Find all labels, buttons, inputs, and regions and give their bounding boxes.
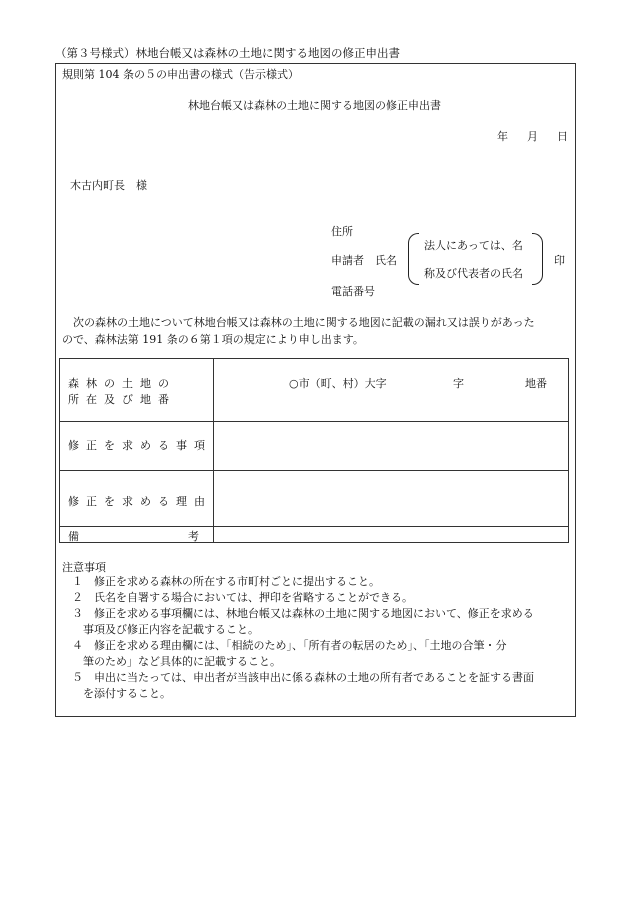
note-5-line-1: ５ 申出に当たっては、申出者が当該申出に係る森林の土地の所有者であることを証する書面 — [72, 671, 534, 684]
page-title: 林地台帳又は森林の土地に関する地図の修正申出書 — [188, 99, 441, 112]
table-rule — [60, 421, 568, 422]
row2-value-field[interactable] — [215, 423, 567, 469]
note-3-line-1: ３ 修正を求める事項欄には、林地台帳又は森林の土地に関する地図において、修正を求める — [72, 607, 534, 620]
row1-label-a: 森林の土地の — [68, 377, 176, 390]
row4-label-a: 備 — [68, 530, 79, 543]
table-divider — [213, 359, 214, 542]
right-bracket — [532, 233, 543, 285]
row4-label-b: 考 — [188, 530, 199, 543]
seal-label: 印 — [554, 254, 565, 267]
applicant-address-label: 住所 — [331, 225, 353, 238]
date-day: 日 — [557, 130, 568, 143]
row3-label: 修正を求める理由 — [68, 495, 212, 508]
note-4-line-2: 筆のため」など具体的に記載すること。 — [72, 655, 281, 668]
note-2: ２ 氏名を自署する場合においては、押印を省略することができる。 — [72, 591, 413, 604]
row4-value-field[interactable] — [215, 527, 567, 542]
body-text-line-2: ので、森林法第 191 条の６第１項の規定により申し出ます。 — [62, 333, 364, 346]
row1-aza-field[interactable]: 字 — [453, 377, 464, 390]
phone-label: 電話番号 — [331, 285, 375, 298]
row1-lot-field[interactable]: 地番 — [525, 377, 547, 390]
box-label: 規則第 104 条の５の申出書の様式（告示様式） — [62, 68, 299, 81]
form-number: （第３号様式）林地台帳又は森林の土地に関する地図の修正申出書 — [55, 46, 400, 60]
corp-note-line-2: 称及び代表者の氏名 — [424, 267, 523, 280]
addressee: 木古内町長 様 — [70, 179, 147, 192]
notes-title: 注意事項 — [62, 561, 106, 574]
body-text-line-1: 次の森林の土地について林地台帳又は森林の土地に関する地図に記載の漏れ又は誤りがあった — [62, 316, 535, 329]
row3-value-field[interactable] — [215, 472, 567, 525]
table-rule — [60, 470, 568, 471]
corp-note-line-1: 法人にあっては、名 — [424, 239, 523, 252]
note-3-line-2: 事項及び修正内容を記載すること。 — [72, 623, 259, 636]
row2-label: 修正を求める事項 — [68, 439, 212, 452]
note-4-line-1: ４ 修正を求める理由欄には、「相続のため」、「所有者の転居のため」、「土地の合筆・分 — [72, 639, 507, 652]
row1-city-field[interactable]: ○市（町、村）大字 — [289, 377, 387, 390]
date-month: 月 — [527, 130, 538, 143]
note-5-line-2: を添付すること。 — [72, 687, 171, 700]
left-bracket — [408, 233, 419, 285]
date-year: 年 — [497, 130, 508, 143]
correction-table — [59, 358, 569, 543]
note-1: １ 修正を求める森林の所在する市町村ごとに提出すること。 — [72, 575, 380, 588]
applicant-name-label: 申請者 氏名 — [331, 254, 397, 267]
row1-label-b: 所在及び地番 — [68, 393, 176, 406]
